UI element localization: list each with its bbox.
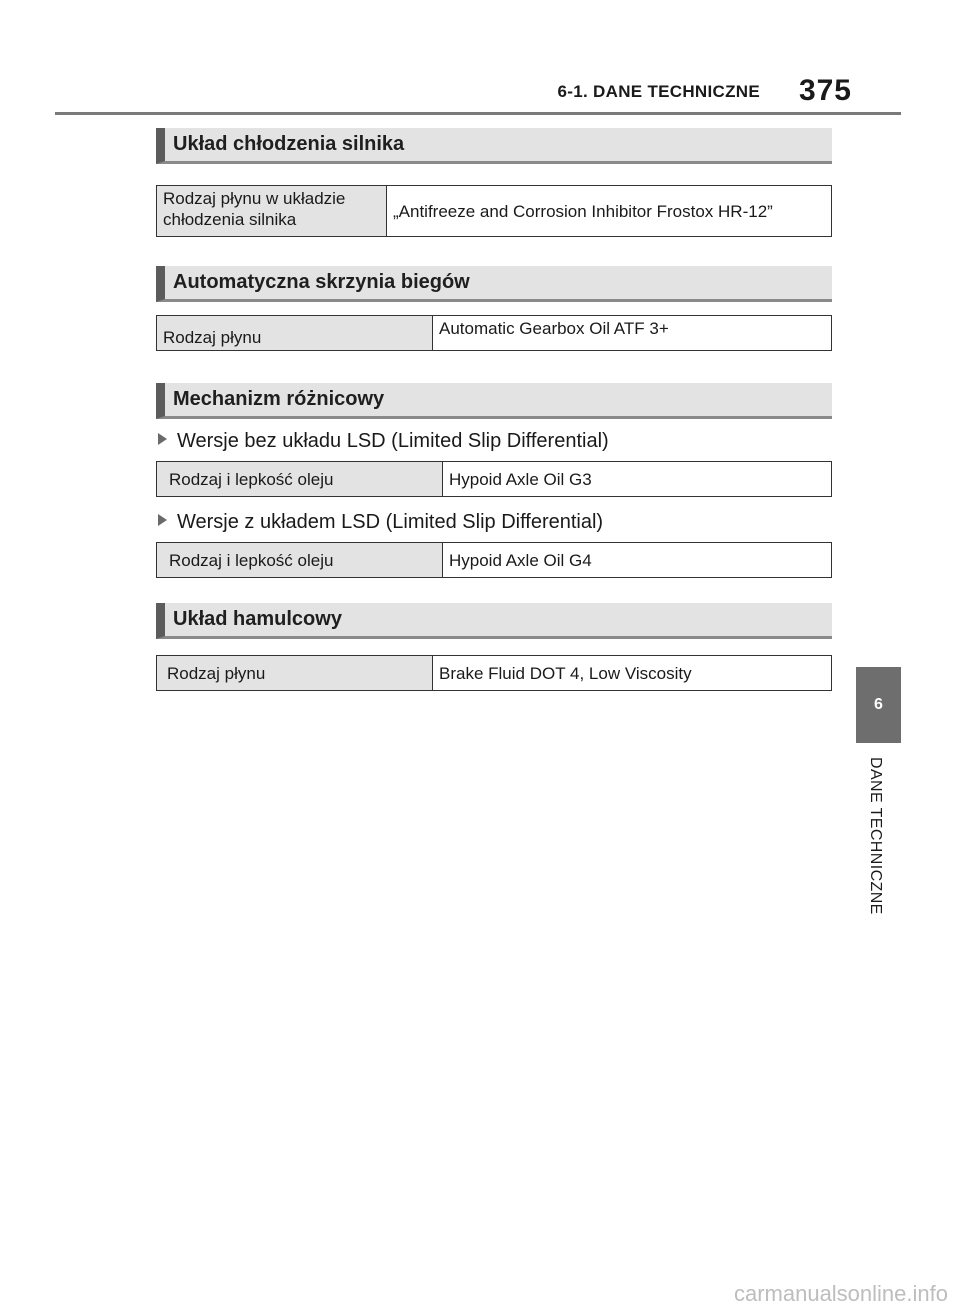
brakes-spec-table [156, 655, 832, 691]
table-row [157, 186, 832, 237]
spec-key-cell: Rodzaj i lepkość oleju [157, 462, 443, 497]
table-row [157, 543, 832, 578]
header-divider [55, 112, 901, 115]
section-heading-differential: Mechanizm różnicowy [156, 383, 832, 419]
spec-key-cell: Rodzaj płynu [157, 656, 433, 691]
cooling-spec-table [156, 185, 832, 237]
spec-value-cell: Brake Fluid DOT 4, Low Viscosity [433, 656, 832, 691]
spec-key-line: Rodzaj płynu w układzie [163, 189, 346, 208]
section-heading-cooling: Układ chłodzenia silnika [156, 128, 832, 164]
watermark: carmanualsonline.info [733, 1281, 948, 1306]
page-number: 375 [798, 74, 852, 107]
spec-key-line: chłodzenia silnika [163, 210, 297, 229]
spec-value-cell: Hypoid Axle Oil G3 [443, 462, 832, 497]
spec-value-cell: Automatic Gearbox Oil ATF 3+ [433, 316, 832, 351]
differential-g3-spec-table [156, 461, 832, 497]
gearbox-spec-table [156, 315, 832, 351]
spec-value-cell: Hypoid Axle Oil G4 [443, 543, 832, 578]
table-row [157, 462, 832, 497]
chapter-tab-label: DANE TECHNICZNE [867, 757, 884, 915]
chapter-tab: 6 [856, 667, 901, 743]
spec-key-cell [157, 186, 387, 237]
table-row [157, 656, 832, 691]
differential-g4-spec-table [156, 542, 832, 578]
spec-key-cell: Rodzaj płynu [157, 316, 433, 351]
variant-label-without-lsd [158, 429, 609, 453]
section-heading-gearbox: Automatyczna skrzynia biegów [156, 266, 832, 302]
table-row [157, 316, 832, 351]
spec-key-cell: Rodzaj i lepkość oleju [157, 543, 443, 578]
variant-label-text: Wersje z układem LSD (Limited Slip Differential) [177, 511, 604, 533]
triangle-bullet-icon [158, 433, 167, 445]
section-header-title: 6-1. DANE TECHNICZNE [557, 82, 760, 101]
variant-label-text: Wersje bez układu LSD (Limited Slip Differential) [177, 430, 609, 452]
spec-value-cell: „Antifreeze and Corrosion Inhibitor Frostox HR-12” [387, 186, 832, 237]
variant-label-with-lsd [158, 510, 603, 534]
section-heading-brakes: Układ hamulcowy [156, 603, 832, 639]
triangle-bullet-icon [158, 514, 167, 526]
